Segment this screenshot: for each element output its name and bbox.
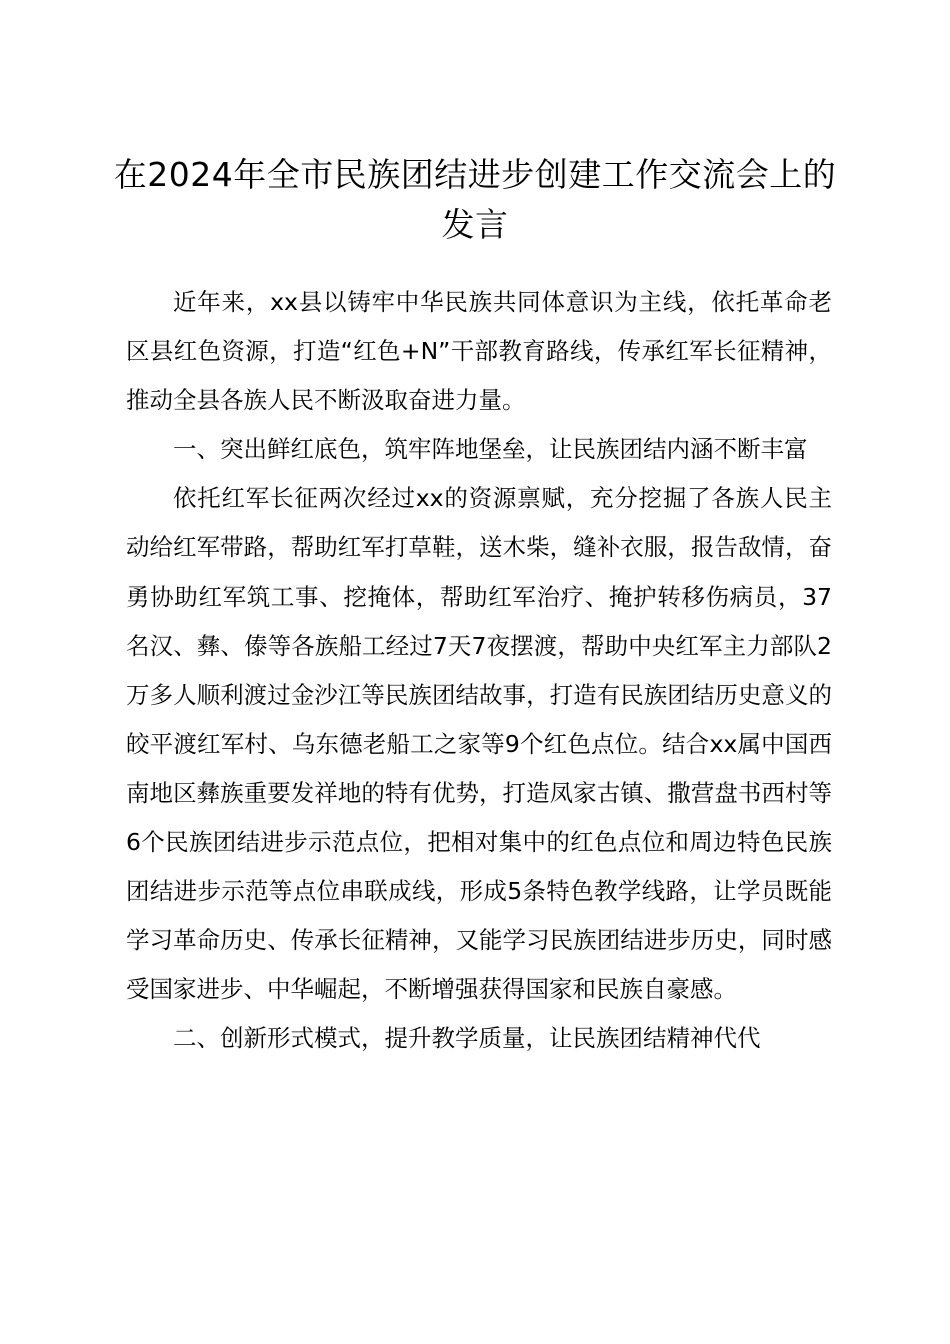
paragraph-section-1: 依托红军长征两次经过xx的资源禀赋，充分挖掘了各族人民主动给红军带路，帮助红军打草鞋，送木柴，缝补衣服，报告敌情，奋勇协助红军筑工事、挖掩体，帮助红军治疗、掩护转移伤病员，37名汉、彝、傣等各族船工经过7天7夜摆渡，帮助中央红军主力部队2万多人顺利渡过金沙江等民族团结故事，打造有民族团结历史意义的皎平渡红军村、乌东德老船工之家等9个红色点位。结合xx属中国西南地区彝族重要发祥地的特有优势，打造凤家古镇、撒营盘书西村等6个民族团结进步示范点位，把相对集中的红色点位和周边特色民族团结进步示范等点位串联成线，形成5条特色教学线路，让学员既能学习革命历史、传承长征精神，又能学习民族团结进步历史，同时感受国家进步、中华崛起，不断增强获得国家和民族自豪感。	[126, 484, 832, 1004]
document-title: 在2024年全市民族团结进步创建工作交流会上的发言	[113, 155, 837, 244]
section-heading-1: 一、突出鲜红底色，筑牢阵地堡垒，让民族团结内涵不断丰富	[173, 435, 808, 464]
document-body	[126, 278, 832, 1064]
section-heading-2: 二、创新形式模式，提升教学质量，让民族团结精神代代	[173, 1024, 761, 1053]
paragraph-intro: 近年来，xx县以铸牢中华民族共同体意识为主线，依托革命老区县红色资源，打造“红色+N”干部教育路线，传承红军长征精神，推动全县各族人民不断汲取奋进力量。	[126, 288, 832, 415]
